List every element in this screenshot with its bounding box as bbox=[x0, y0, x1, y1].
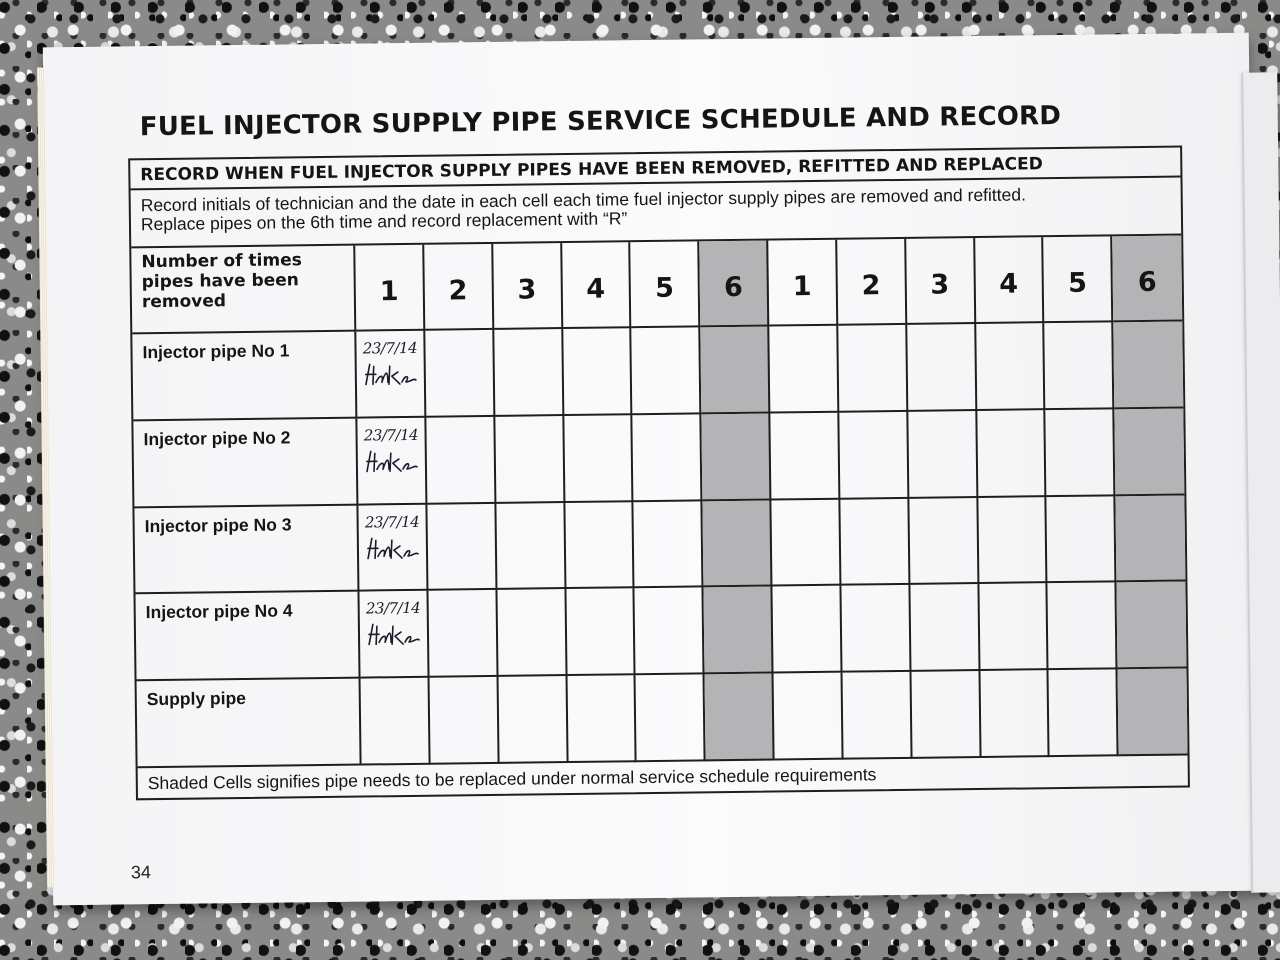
record-cell[interactable] bbox=[563, 328, 633, 416]
column-number-header: 3 bbox=[906, 238, 976, 325]
instruction-line-1: Record initials of technician and the date in each cell each time fuel injector supply pipes are removed and refitted. bbox=[140, 184, 1027, 216]
table-footer-note: Shaded Cells signifies pipe needs to be replaced under normal service schedule requirements bbox=[147, 764, 877, 794]
record-cell[interactable] bbox=[425, 330, 495, 418]
record-cell[interactable] bbox=[841, 585, 911, 673]
record-cell-shaded[interactable] bbox=[1113, 321, 1183, 409]
record-cell[interactable] bbox=[908, 411, 978, 499]
handwritten-date: 23/7/14 bbox=[362, 338, 418, 358]
row-label: Injector pipe No 4 bbox=[135, 592, 360, 682]
record-cell-shaded[interactable] bbox=[704, 587, 774, 675]
column-number-header: 4 bbox=[562, 242, 632, 329]
record-cell[interactable] bbox=[1049, 670, 1119, 758]
section-header: RECORD WHEN FUEL INJECTOR SUPPLY PIPES HAVE BEEN REMOVED, REFITTED AND REPLACED bbox=[130, 148, 1180, 191]
record-cell[interactable] bbox=[496, 503, 566, 591]
record-cell[interactable] bbox=[1047, 496, 1117, 584]
record-cell[interactable] bbox=[769, 326, 839, 414]
record-cell[interactable] bbox=[770, 412, 840, 500]
record-cell-shaded[interactable] bbox=[703, 500, 773, 588]
record-cell[interactable] bbox=[498, 676, 568, 764]
record-cell[interactable] bbox=[976, 323, 1046, 411]
column-number-header: 2 bbox=[424, 244, 494, 331]
record-cell[interactable] bbox=[1045, 322, 1115, 410]
record-cell[interactable] bbox=[978, 497, 1048, 585]
record-grid bbox=[131, 236, 1187, 769]
technician-signature bbox=[364, 533, 420, 562]
column-number-header: 6 bbox=[1112, 236, 1182, 323]
facing-page-edge bbox=[1241, 72, 1280, 892]
record-cell-shaded[interactable] bbox=[1114, 408, 1184, 496]
record-cell[interactable] bbox=[771, 499, 841, 587]
row-label: Supply pipe bbox=[137, 679, 362, 769]
record-cell[interactable] bbox=[980, 670, 1050, 758]
record-cell[interactable] bbox=[359, 591, 429, 679]
record-cell[interactable] bbox=[636, 675, 706, 763]
page-stack-edge bbox=[37, 67, 55, 887]
handwritten-date: 23/7/14 bbox=[364, 512, 420, 532]
technician-signature bbox=[363, 447, 419, 476]
record-cell[interactable] bbox=[774, 673, 844, 761]
record-cell[interactable] bbox=[358, 504, 428, 592]
record-cell[interactable] bbox=[429, 677, 499, 765]
column-header-label: Number of times pipes have been removed bbox=[131, 246, 356, 335]
record-cell[interactable] bbox=[907, 324, 977, 412]
record-cell-shaded[interactable] bbox=[705, 674, 775, 762]
record-cell[interactable] bbox=[1046, 409, 1116, 497]
row-label: Injector pipe No 1 bbox=[132, 332, 357, 422]
record-cell[interactable] bbox=[909, 498, 979, 586]
column-number-header: 1 bbox=[355, 245, 425, 332]
record-cell[interactable] bbox=[1048, 583, 1118, 671]
record-cell[interactable] bbox=[356, 331, 426, 419]
record-cell[interactable] bbox=[357, 418, 427, 506]
record-cell-shaded[interactable] bbox=[700, 327, 770, 415]
record-cell[interactable] bbox=[842, 672, 912, 760]
record-cell-shaded[interactable] bbox=[1116, 495, 1186, 583]
record-cell[interactable] bbox=[839, 412, 909, 500]
column-number-header: 3 bbox=[493, 243, 563, 330]
record-cell[interactable] bbox=[494, 329, 564, 417]
instruction-line-2: Replace pipes on the 6th time and record replacement with “R” bbox=[140, 208, 628, 235]
record-cell[interactable] bbox=[911, 671, 981, 759]
row-label: Injector pipe No 3 bbox=[134, 505, 359, 595]
record-cell-shaded[interactable] bbox=[701, 413, 771, 501]
booklet-page bbox=[43, 33, 1259, 906]
record-cell[interactable] bbox=[634, 501, 704, 589]
column-number-header: 2 bbox=[837, 239, 907, 326]
record-cell[interactable] bbox=[979, 584, 1049, 672]
technician-signature bbox=[362, 360, 418, 389]
record-cell[interactable] bbox=[567, 675, 637, 763]
record-cell[interactable] bbox=[564, 415, 634, 503]
record-cell[interactable] bbox=[977, 410, 1047, 498]
column-number-header: 5 bbox=[1044, 236, 1114, 323]
record-cell[interactable] bbox=[495, 416, 565, 504]
record-cell[interactable] bbox=[772, 586, 842, 674]
handwritten-date: 23/7/14 bbox=[363, 425, 419, 445]
record-cell[interactable] bbox=[633, 414, 703, 502]
column-number-header: 5 bbox=[631, 241, 701, 328]
record-cell[interactable] bbox=[910, 584, 980, 672]
column-number-header: 1 bbox=[768, 240, 838, 327]
record-cell[interactable] bbox=[635, 588, 705, 676]
record-cell[interactable] bbox=[428, 590, 498, 678]
record-cell[interactable] bbox=[632, 327, 702, 415]
record-cell[interactable] bbox=[565, 502, 635, 590]
row-label: Injector pipe No 2 bbox=[133, 418, 358, 508]
service-record-table bbox=[128, 145, 1190, 800]
handwritten-date: 23/7/14 bbox=[365, 599, 421, 618]
record-cell[interactable] bbox=[426, 417, 496, 505]
record-cell-shaded[interactable] bbox=[1117, 582, 1187, 670]
record-cell[interactable] bbox=[840, 498, 910, 586]
page-number: 34 bbox=[130, 862, 152, 883]
column-number-header: 4 bbox=[975, 237, 1045, 324]
record-cell[interactable] bbox=[497, 589, 567, 677]
record-cell[interactable] bbox=[427, 503, 497, 591]
record-cell[interactable] bbox=[838, 325, 908, 413]
record-cell-shaded[interactable] bbox=[1118, 669, 1188, 757]
page-title: FUEL INJECTOR SUPPLY PIPE SERVICE SCHEDULE AND RECORD bbox=[139, 100, 1062, 143]
technician-signature bbox=[365, 620, 421, 649]
record-cell[interactable] bbox=[566, 589, 636, 677]
column-number-header: 6 bbox=[699, 241, 769, 328]
record-cell[interactable] bbox=[361, 678, 431, 766]
